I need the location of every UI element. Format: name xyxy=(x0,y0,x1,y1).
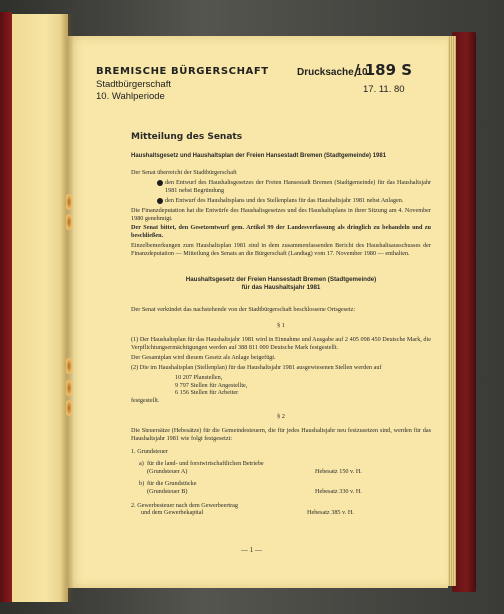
document-date: 17. 11. 80 xyxy=(363,84,405,95)
list-item-text: den Entwurf des Haushaltsplans und des Stellenplans für das Haushaltsjahr 1981 nebst Anlagen. xyxy=(165,196,404,204)
list-item xyxy=(131,197,431,205)
list-item xyxy=(131,179,431,195)
tax-subitem xyxy=(139,480,431,496)
legislative-period: 10. Wahlperiode xyxy=(96,91,165,102)
page-number: — 1 — xyxy=(241,546,262,554)
subitem-label: b) xyxy=(139,479,145,487)
gutter-shadow xyxy=(60,14,74,602)
proclamation-text: Der Senat verkündet das nachstehende von der Stadtbürgerschaft beschlossene Ortsgesetz: xyxy=(131,306,356,314)
subitem-line: (Grundsteuer B) xyxy=(147,487,188,495)
law-title xyxy=(131,276,431,292)
bullet-icon xyxy=(157,198,163,204)
section-1-heading: § 1 xyxy=(277,321,285,329)
subitem-line: für die land- und forstwirtschaftlichen Betriebe xyxy=(147,459,264,467)
subitem-line: für die Grundstücke xyxy=(147,479,197,487)
subitem-line: (Grundsteuer A) xyxy=(147,467,188,475)
list-item-text: den Entwurf des Haushaltsgesetzes der Freien Hansestadt Bremen (Stadtgemeinde) für das Haushaltsjahr 1981 nebst Begründung xyxy=(165,178,431,194)
drucksache-number: / 189 S xyxy=(354,61,413,79)
list-item: 9 797 Stellen für Angestellte, xyxy=(175,381,248,389)
list-item: 10 207 Planstellen, xyxy=(175,373,223,381)
document-body xyxy=(131,132,431,517)
subitem-text xyxy=(131,502,307,518)
punch-hole xyxy=(66,194,72,210)
bullet-icon xyxy=(157,180,163,186)
intro-text: Der Senat überreicht der Stadtbürgerschaft xyxy=(131,169,237,176)
organization-name: BREMISCHE BÜRGERSCHAFT xyxy=(96,66,269,77)
binder-left-cover xyxy=(0,12,12,602)
section-2-para-1: Die Steuersätze (Hebesätze) für die Gemeindesteuern, die für jedes Haushaltsjahr neu festzusetzen sind, werden für das Haushaltsjahr 1981 wie folgt festgesetzt: xyxy=(131,427,431,443)
section-2-heading: § 2 xyxy=(277,413,285,421)
subitem-line: 2. Gewerbesteuer nach dem Gewerbeertrag xyxy=(131,501,239,509)
punch-hole xyxy=(66,358,72,374)
organization-subtitle: Stadtbürgerschaft xyxy=(96,79,171,90)
punch-hole xyxy=(66,214,72,230)
request-text: Der Senat bittet, den Gesetzentwurf gem. Artikel 99 der Landesverfassung als dringlich zu behandeln und zu beschließen. xyxy=(131,224,431,240)
tax-item-grundsteuer: 1. Grundsteuer xyxy=(131,448,168,456)
deputation-text: Die Finanzdeputation hat die Entwürfe des Haushaltsgesetzes und des Haushaltsplans in ihrer Sitzung am 4. November 1980 genehmigt. xyxy=(131,206,431,222)
positions-list xyxy=(131,374,431,398)
section-1-para-1: (1) Der Haushaltsplan für das Haushaltsjahr 1981 wird in Einnahme und Ausgabe auf 2 405 098 450 Deutsche Mark, die Verpflichtungsermächtigungen werden auf 388 811 000 Deutsche Mark festgestellt. xyxy=(131,335,431,351)
subitem-label: a) xyxy=(139,459,144,467)
section-1-para-2: Der Gesamtplan wird diesem Gesetz als Anlage beigefügt. xyxy=(131,353,276,361)
tax-rate: Hebesatz 385 v. H. xyxy=(307,509,354,517)
punch-hole xyxy=(66,380,72,396)
section-1-para-3: (2) Die im Haushaltsplan (Stellenplan) für das Haushaltsjahr 1981 ausgewiesenen Stellen werden auf xyxy=(131,363,382,371)
document-subject: Haushaltsgesetz und Haushaltsplan der Freien Hansestadt Bremen (Stadtgemeinde) 1981 xyxy=(131,153,387,159)
law-title-line: Haushaltsgesetz der Freien Hansestadt Bremen (Stadtgemeinde) xyxy=(185,276,377,284)
subitem-text xyxy=(147,480,315,496)
established-text: festgestellt. xyxy=(131,397,160,405)
document-heading: Mitteilung des Senats xyxy=(131,132,243,142)
tax-subitem xyxy=(139,460,431,476)
details-text: Einzelbemerkungen zum Haushaltsplan 1981 sind in dem zusammenfassenden Bericht des Haushaltsausschusses der Finanzdeputation — Mitteilung des Senats an die Bürgerschaft (Landtag) vom 17. November 1980 — enthalten. xyxy=(131,242,431,258)
list-item: 6 156 Stellen für Arbeiter xyxy=(175,389,239,397)
tax-rate: Hebesatz 330 v. H. xyxy=(315,487,362,495)
law-title-line: für das Haushaltsjahr 1981 xyxy=(241,284,321,292)
tax-item-gewerbesteuer xyxy=(131,502,431,518)
drucksache-label: Drucksache 10 xyxy=(297,67,368,78)
tax-rate: Hebesatz 150 v. H. xyxy=(315,467,362,475)
punch-hole xyxy=(66,400,72,416)
subitem-line: und dem Gewerbekapital xyxy=(141,509,204,517)
subitem-text xyxy=(147,460,315,476)
